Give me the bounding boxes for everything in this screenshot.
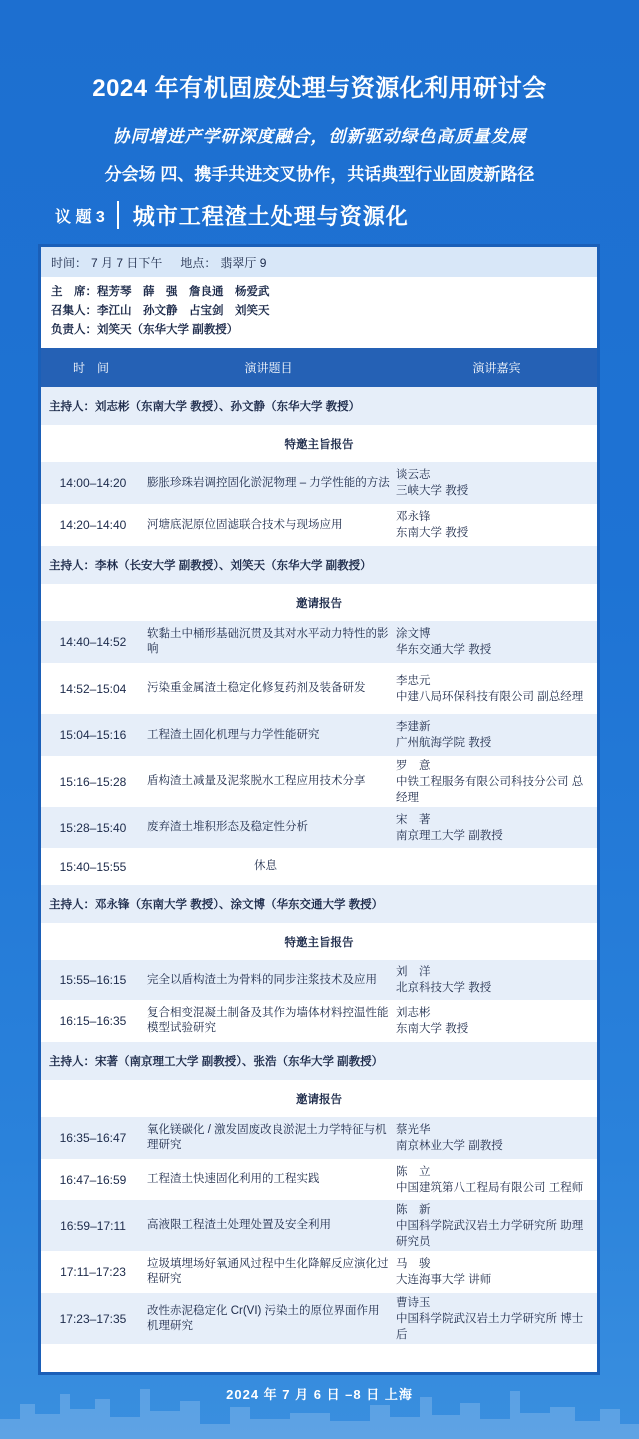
talk-title: 膨胀珍珠岩调控固化淤泥物理 – 力学性能的方法	[147, 476, 390, 489]
conference-title: 2024 年有机固废处理与资源化利用研讨会	[92, 75, 547, 102]
speaker-cell	[396, 1005, 597, 1037]
row-time: 15:04–15:16	[59, 728, 127, 742]
place-label: 地点：	[180, 255, 217, 270]
section-heading: 邀请报告	[296, 597, 342, 610]
chair-value: 程芳琴 薛 强 詹良通 杨爱武	[97, 286, 270, 298]
talk-row	[41, 663, 597, 714]
speaker-affiliation: 华东交通大学 教授	[396, 644, 492, 656]
speaker-cell	[396, 509, 597, 541]
speaker-name: 刘志彬	[396, 1007, 431, 1019]
speaker-cell	[396, 467, 597, 499]
speaker-affiliation: 中国建筑第八工程局有限公司 工程师	[396, 1181, 584, 1194]
speaker-affiliation: 中国科学院武汉岩土力学研究所 博士后	[396, 1312, 584, 1341]
section-heading-row	[41, 923, 597, 960]
talk-row	[41, 1159, 597, 1200]
speaker-cell	[396, 812, 597, 844]
section-heading-row	[41, 1080, 597, 1117]
row-time: 16:59–17:11	[60, 1218, 126, 1233]
time-label: 时间：	[51, 255, 88, 270]
host-row	[41, 387, 597, 425]
row-time: 15:16–15:28	[59, 774, 127, 789]
row-time: 17:11–17:23	[60, 1265, 126, 1279]
speaker-name: 马 骏	[396, 1258, 431, 1270]
convener-row	[51, 302, 587, 321]
speaker-name: 邓永锋	[396, 511, 431, 523]
talk-row	[41, 462, 597, 504]
speaker-affiliation: 中建八局环保科技有限公司 副总经理	[396, 690, 584, 703]
talk-row	[41, 621, 597, 663]
speaker-affiliation: 南京理工大学 副教授	[396, 829, 503, 842]
speaker-affiliation: 三峡大学 教授	[396, 485, 469, 497]
speaker-cell	[396, 758, 597, 806]
speaker-cell	[396, 1256, 597, 1288]
speaker-name: 宋 著	[396, 813, 431, 826]
talk-row	[41, 807, 597, 848]
header-speaker: 演讲嘉宾	[472, 361, 521, 375]
row-time: 14:40–14:52	[59, 635, 127, 649]
section-heading: 特邀主旨报告	[284, 438, 354, 451]
talk-title: 工程渣土快速固化利用的工程实践	[147, 1173, 320, 1185]
speaker-cell	[396, 1122, 597, 1154]
row-time: 15:40–15:55	[59, 859, 127, 874]
talk-row	[41, 714, 597, 756]
speaker-name: 陈 新	[396, 1203, 431, 1216]
talk-row	[41, 1200, 597, 1251]
row-time: 15:55–16:15	[59, 973, 127, 987]
speaker-name: 蔡光华	[396, 1124, 431, 1136]
speaker-affiliation: 中铁工程服务有限公司科技分公司 总经理	[396, 775, 584, 804]
topic-title: 城市工程渣土处理与资源化	[132, 203, 409, 229]
talk-row	[41, 756, 597, 807]
time-place-bar	[41, 247, 597, 277]
speaker-name: 谈云志	[396, 469, 431, 481]
talk-title: 垃圾填埋场好氧通风过程中生化降解反应演化过程研究	[147, 1258, 389, 1285]
talk-title: 氧化镁碳化 / 激发固废改良淤泥土力学特征与机理研究	[147, 1124, 387, 1151]
topic-label: 议 题 3	[55, 208, 105, 226]
place-value: 翡翠厅 9	[220, 255, 267, 270]
host-text: 主持人：宋著（南京理工大学 副教授）、张浩（东华大学 副教授）	[49, 1056, 384, 1068]
speaker-name: 李建新	[396, 721, 431, 733]
table-header	[41, 348, 597, 387]
conference-slogan: 协同增进产学研深度融合，创新驱动绿色高质量发展	[112, 127, 527, 147]
topic-row	[55, 198, 409, 232]
talk-title: 复合相变混凝土制备及其作为墙体材料控温性能模型试验研究	[147, 1007, 389, 1034]
schedule-rows	[41, 387, 597, 1344]
talk-row	[41, 504, 597, 546]
speaker-cell	[396, 1202, 597, 1250]
responsible-value: 刘笑天（东华大学 副教授）	[97, 324, 239, 336]
host-row	[41, 546, 597, 584]
chair-row	[51, 283, 587, 302]
city-skyline-illustration	[0, 1369, 639, 1439]
host-text: 主持人：刘志彬（东南大学 教授）、孙文静（东华大学 教授）	[49, 401, 361, 413]
host-row	[41, 1042, 597, 1080]
speaker-cell	[396, 1295, 597, 1343]
speaker-name: 涂文博	[396, 628, 431, 640]
speaker-name: 刘 洋	[396, 966, 431, 978]
host-row	[41, 885, 597, 923]
responsible-row	[51, 321, 587, 340]
talk-row	[41, 1251, 597, 1293]
talk-title: 废弃渣土堆积形态及稳定性分析	[147, 821, 308, 833]
speaker-name: 曹诗玉	[396, 1296, 431, 1309]
speaker-affiliation: 东南大学 教授	[396, 527, 469, 539]
talk-title: 高液限工程渣土处理处置及安全利用	[147, 1219, 331, 1231]
host-text: 主持人：邓永锋（东南大学 教授）、涂文博（华东交通大学 教授）	[49, 899, 384, 911]
talk-title: 工程渣土固化机理与力学性能研究	[147, 728, 320, 741]
speaker-cell	[396, 964, 597, 996]
talk-title: 河塘底泥原位固滤联合技术与现场应用	[147, 518, 343, 531]
talk-row	[41, 960, 597, 1000]
event-date-location: 2024 年 7 月 6 日 –8 日 上海	[226, 1387, 413, 1402]
talk-row	[41, 1000, 597, 1042]
speaker-name: 李忠元	[396, 674, 431, 687]
break-label: 休息	[254, 860, 277, 872]
host-text: 主持人：李林（长安大学 副教授）、刘笑天（东华大学 副教授）	[49, 560, 372, 572]
speaker-affiliation: 南京林业大学 副教授	[396, 1140, 503, 1152]
section-heading: 邀请报告	[296, 1093, 342, 1106]
convener-label: 召集人：	[51, 305, 97, 317]
talk-row	[41, 1117, 597, 1159]
convener-value: 李江山 孙文静 占宝剑 刘笑天	[97, 305, 270, 317]
row-time: 16:47–16:59	[59, 1172, 127, 1187]
row-time: 15:28–15:40	[59, 820, 127, 835]
section-heading: 特邀主旨报告	[284, 936, 354, 949]
speaker-affiliation: 大连海事大学 讲师	[396, 1274, 492, 1286]
section-heading-row	[41, 425, 597, 462]
speaker-cell	[396, 626, 597, 658]
speaker-cell	[396, 1164, 597, 1196]
speaker-affiliation: 北京科技大学 教授	[396, 982, 492, 994]
speaker-cell	[396, 719, 597, 751]
section-heading-row	[41, 584, 597, 621]
row-time: 14:00–14:20	[59, 476, 127, 490]
row-time: 14:20–14:40	[59, 518, 127, 532]
talk-title: 改性赤泥稳定化 Cr(VI) 污染土的原位界面作用机理研究	[147, 1304, 380, 1332]
speaker-affiliation: 广州航海学院 教授	[396, 737, 492, 749]
row-time: 17:23–17:35	[59, 1311, 127, 1326]
talk-row	[41, 1293, 597, 1344]
header-time: 时 间	[72, 361, 109, 375]
talk-title: 完全以盾构渣土为骨料的同步注浆技术及应用	[147, 973, 377, 986]
talk-title: 软黏土中桶形基础沉贯及其对水平动力特性的影响	[147, 628, 389, 655]
row-time: 16:15–16:35	[59, 1014, 127, 1028]
time-value: 7 月 7 日下午	[91, 255, 163, 270]
chair-label: 主 席：	[51, 286, 97, 298]
row-time: 14:52–15:04	[59, 681, 127, 696]
speaker-name: 陈 立	[396, 1165, 431, 1178]
speaker-cell	[396, 673, 597, 705]
responsible-label: 负责人：	[51, 324, 97, 336]
session-title: 分会场 四、携手共进交叉协作，共话典型行业固废新路径	[104, 165, 535, 184]
schedule-panel	[38, 244, 600, 1375]
organizers	[41, 277, 597, 344]
speaker-name: 罗 意	[396, 759, 431, 772]
speaker-affiliation: 中国科学院武汉岩土力学研究所 助理研究员	[396, 1219, 584, 1248]
topic-divider	[117, 201, 119, 229]
header-title: 演讲题目	[244, 361, 293, 375]
speaker-affiliation: 东南大学 教授	[396, 1023, 469, 1035]
break-row	[41, 848, 597, 885]
talk-title: 盾构渣土减量及泥浆脱水工程应用技术分享	[147, 775, 366, 787]
talk-title: 污染重金属渣土稳定化修复药剂及装备研发	[147, 682, 366, 694]
row-time: 16:35–16:47	[59, 1131, 127, 1145]
